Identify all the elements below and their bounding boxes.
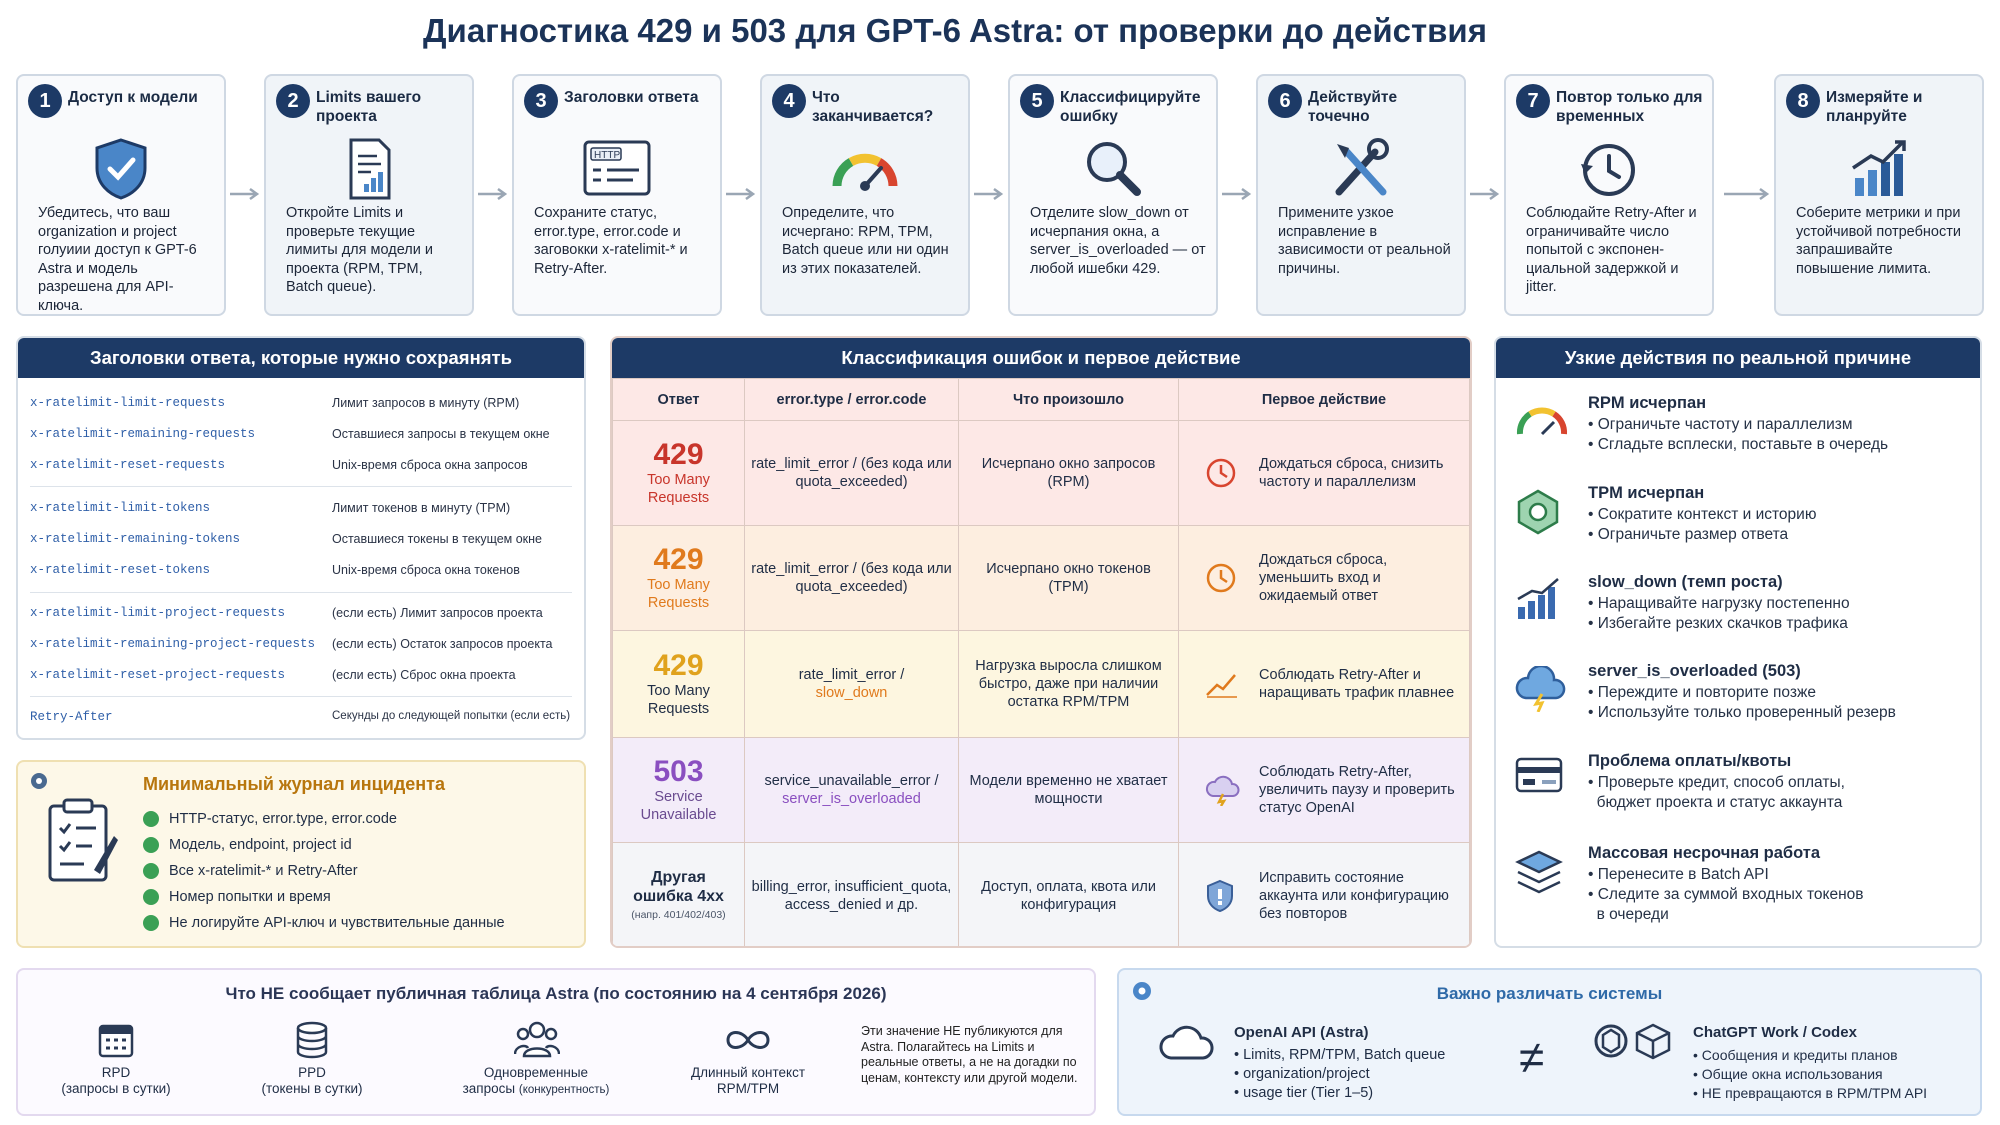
narrow-item-title: server_is_overloaded (503)	[1588, 662, 1801, 680]
classification-title: Классификация ошибок и первое действие	[612, 338, 1470, 378]
database-icon	[292, 1020, 332, 1060]
step-title: Действуйте точечно	[1308, 89, 1398, 125]
arrow-right-icon	[1222, 187, 1252, 201]
not-published-title: Что НЕ сообщает публичная таблица Astra (по состоянию на 4 сентября 2026)	[225, 984, 887, 1003]
check-icon	[143, 837, 159, 853]
step-text: Убедитесь, что ваш organization и project голуиии доступ к GPT-6 Astra и модель разрешена для API-ключа.	[38, 205, 197, 314]
arrow-right-icon	[726, 187, 756, 201]
not-published-item: RPD (запросы в сутки)	[26, 1020, 206, 1096]
gauge-icon	[827, 134, 903, 204]
arrow-right-icon	[974, 187, 1004, 201]
step-title: Что заканчивается?	[812, 89, 934, 125]
not-published-item: PPD (токены в сутки)	[222, 1020, 402, 1096]
growth-chart-icon	[1841, 134, 1917, 204]
credit-card-icon	[1514, 756, 1564, 794]
shield-check-icon	[83, 134, 159, 204]
what-cell: Исчерпано окно запросов (RPM)	[959, 421, 1179, 526]
step-title: Доступ к модели	[68, 89, 198, 106]
response-cell: Другая ошибка 4xx (напр. 401/402/403)	[613, 843, 745, 949]
headers-panel	[16, 336, 586, 740]
step-7	[1504, 74, 1714, 316]
narrow-item-title: slow_down (темп роста)	[1588, 573, 1783, 591]
header-key: x-ratelimit-remaining-project-requests	[30, 637, 316, 651]
token-badge-icon	[1514, 488, 1562, 536]
step-text: Сохраните статус, error.type, error.code и заговокки x-ratelimit-* и Retry-After.	[534, 205, 688, 277]
check-icon	[143, 811, 159, 827]
divider	[30, 486, 572, 487]
pin-icon	[30, 772, 48, 790]
header-key: x-ratelimit-remaining-tokens	[30, 532, 241, 546]
step-8	[1774, 74, 1984, 316]
chatgpt-system-list: • Сообщения и кредиты планов • Общие окна использования • НЕ превращаются в RPM/TPM API	[1693, 1047, 1928, 1101]
clock-retry-icon	[1571, 134, 1647, 204]
check-icon	[143, 915, 159, 931]
header-desc: Лимит запросов в минуту (RPM)	[332, 396, 520, 410]
infinity-icon	[724, 1026, 772, 1054]
tools-icon	[1323, 134, 1399, 204]
error-type-cell: rate_limit_error / (без кода или quota_exceeded)	[745, 421, 959, 526]
narrow-item: RPM исчерпан • Ограничьте частоту и параллелизм • Сгладьте всплески, поставьте в очередь	[1514, 394, 1970, 474]
narrow-item: Массовая несрочная работа • Перенесите в Batch API • Следите за суммой входных токенов в очереди	[1514, 844, 1970, 944]
column-header: Первое действие	[1179, 379, 1470, 421]
step-title: Классифицируйте ошибку	[1060, 89, 1201, 125]
what-cell: Модели временно не хватает мощности	[959, 738, 1179, 843]
error-type-cell: billing_error, insufficient_quota, access_denied и др.	[745, 843, 959, 949]
divider	[30, 696, 572, 697]
table-row	[613, 421, 1470, 526]
step-text: Соблюдайте Retry-After и ограничивайте число попытой с экспонен-циальной задержкой и jitter.	[1526, 205, 1697, 295]
step-number: 6	[1268, 84, 1302, 118]
step-text: Соберите метрики и при устойчивой потребности запрашивайте повышение лимита.	[1796, 205, 1961, 277]
storm-cloud-icon	[1514, 666, 1568, 712]
chatgpt-logo-icon	[1591, 1020, 1675, 1062]
what-cell: Доступ, оплата, квота или конфигурация	[959, 843, 1179, 949]
gauge-icon	[1514, 398, 1570, 438]
header-key: x-ratelimit-limit-tokens	[30, 501, 211, 515]
step-number: 7	[1516, 84, 1550, 118]
step-text: Определите, что исчергано: RPM, TPM, Batch queue или ни один из этих показателей.	[782, 205, 949, 277]
error-type-cell: service_unavailable_error / server_is_overloaded	[745, 738, 959, 843]
header-desc: (если есть) Сброс окна проекта	[332, 668, 516, 682]
clipboard-icon	[44, 796, 120, 886]
step-text: Примените узкое исправление в зависимости от реальной причины.	[1278, 205, 1451, 277]
column-header: Что произошло	[959, 379, 1179, 421]
header-key: x-ratelimit-reset-requests	[30, 458, 226, 472]
header-key: x-ratelimit-remaining-requests	[30, 427, 256, 441]
systems-panel	[1117, 968, 1982, 1116]
check-icon	[143, 863, 159, 879]
narrow-item-title: Проблема оплаты/квоты	[1588, 752, 1792, 770]
step-number: 8	[1786, 84, 1820, 118]
action-cell: Соблюдать Retry-After, увеличить паузу и проверить статус OpenAI	[1179, 738, 1470, 843]
step-number: 2	[276, 84, 310, 118]
step-title: Limits вашего проекта	[316, 89, 422, 125]
not-published-item: Одновременные запросы (конкурентность)	[436, 1020, 636, 1096]
incident-log-panel: Минимальный журнал инцидента HTTP-статус, error.type, error.code Модель, endpoint, project id Все x-ratelimit-* и Retry-After Номер попытки и время Не логируйте API-ключ и чувствительные данные	[16, 760, 586, 948]
header-key: x-ratelimit-limit-project-requests	[30, 606, 286, 620]
http-label: HTTP	[594, 150, 621, 161]
divider	[30, 592, 572, 593]
action-cell: Дождаться сброса, снизить частоту и параллелизм	[1179, 421, 1470, 526]
chatgpt-system-title: ChatGPT Work / Codex	[1693, 1024, 1857, 1041]
magnifier-icon	[1075, 134, 1151, 204]
narrow-item: Проблема оплаты/квоты • Проверьте кредит, способ оплаты, бюджет проекта и статус аккаунта	[1514, 752, 1970, 832]
header-key: x-ratelimit-reset-project-requests	[30, 668, 286, 682]
cloud-icon	[1157, 1020, 1217, 1064]
response-cell: 429 Too Many Requests	[613, 631, 745, 738]
step-title: Измеряйте и планруйте	[1826, 89, 1923, 125]
storm-cloud-icon	[1205, 774, 1241, 806]
api-system-title: OpenAI API (Astra)	[1234, 1024, 1369, 1041]
narrow-item: TPM исчерпан • Сократите контекст и историю • Ограничьте размер ответа	[1514, 484, 1970, 564]
step-1	[16, 74, 226, 316]
check-icon	[143, 889, 159, 905]
action-cell: Соблюдать Retry-After и наращивать трафик плавнее	[1179, 631, 1470, 738]
action-cell: Исправить состояние аккаунта или конфигурацию без повторов	[1179, 843, 1470, 949]
http-window-icon	[579, 134, 655, 204]
header-desc: Секунды до следующей попытки (если есть)	[332, 710, 571, 722]
shield-icon	[1205, 879, 1235, 913]
header-desc: Оставшиеся запросы в текущем окне	[332, 427, 550, 441]
step-4	[760, 74, 970, 316]
header-desc: Unix-время сброса окна токенов	[332, 563, 520, 577]
step-5	[1008, 74, 1218, 316]
narrow-actions-panel	[1494, 336, 1982, 948]
steps-flow	[16, 74, 1984, 316]
error-type-cell: rate_limit_error / (без кода или quota_exceeded)	[745, 526, 959, 631]
what-cell: Нагрузка выросла слишком быстро, даже при наличии остатка RPM/TPM	[959, 631, 1179, 738]
not-published-panel	[16, 968, 1096, 1116]
page-title: Диагностика 429 и 503 для GPT-6 Astra: от проверки до действия	[423, 12, 1487, 49]
header-key: Retry-After	[30, 710, 113, 724]
clock-icon	[1205, 562, 1237, 594]
arrow-right-icon	[1470, 187, 1500, 201]
header-desc: Оставшиеся токены в текущем окне	[332, 532, 543, 546]
step-number: 3	[524, 84, 558, 118]
step-number: 5	[1020, 84, 1054, 118]
incident-log-title: Минимальный журнал инцидента	[143, 774, 445, 794]
narrow-item-title: TPM исчерпан	[1588, 484, 1705, 502]
classification-panel	[610, 336, 1472, 948]
users-icon	[514, 1020, 560, 1060]
layers-icon	[1514, 848, 1564, 898]
column-header: Ответ	[613, 379, 745, 421]
response-cell: 429 Too Many Requests	[613, 421, 745, 526]
step-3	[512, 74, 722, 316]
step-text: Откройте Limits и проверьте текущие лимиты для модели и проекта (RPM, TPM, Batch queue).	[286, 205, 433, 295]
step-title: Повтор только для временных	[1556, 89, 1703, 125]
narrow-item-title: RPM исчерпан	[1588, 394, 1707, 412]
column-header: error.type / error.code	[745, 379, 959, 421]
narrow-item: server_is_overloaded (503) • Переждите и повторите позже • Используйте только проверенный резерв	[1514, 662, 1970, 742]
trend-up-icon	[1205, 669, 1239, 699]
error-type-cell: rate_limit_error / slow_down	[745, 631, 959, 738]
systems-title: Важно различать системы	[1436, 984, 1663, 1003]
response-cell: 429 Too Many Requests	[613, 526, 745, 631]
step-title: Заголовки ответа	[564, 89, 699, 106]
arrow-right-icon	[1724, 187, 1770, 201]
header-desc: (если есть) Лимит запросов проекта	[332, 606, 543, 620]
table-row	[613, 843, 1470, 949]
narrow-item-title: Массовая несрочная работа	[1588, 844, 1821, 862]
narrow-item: slow_down (темп роста) • Наращивайте нагрузку постепенно • Избегайте резких скачков трафика	[1514, 573, 1970, 653]
header-desc: Лимит токенов в минуту (TPM)	[332, 501, 511, 515]
header-key: x-ratelimit-reset-tokens	[30, 563, 211, 577]
narrow-actions-title: Узкие действия по реальной причине	[1496, 338, 1980, 378]
what-cell: Исчерпано окно токенов (TPM)	[959, 526, 1179, 631]
action-cell: Дождаться сброса, уменьшить вход и ожидаемый ответ	[1179, 526, 1470, 631]
table-row	[613, 526, 1470, 631]
header-desc: Unix-время сброса окна запросов	[332, 458, 528, 472]
document-chart-icon	[331, 134, 407, 204]
clock-icon	[1205, 457, 1237, 489]
calendar-icon	[96, 1020, 136, 1060]
response-cell: 503 Service Unavailable	[613, 738, 745, 843]
table-row	[613, 738, 1470, 843]
not-published-item: Длинный контекст RPM/TPM	[658, 1020, 838, 1096]
api-system-list: • Limits, RPM/TPM, Batch queue • organization/project • usage tier (Tier 1–5)	[1234, 1047, 1446, 1101]
arrow-right-icon	[478, 187, 508, 201]
headers-panel-title: Заголовки ответа, которые нужно сохраянять	[18, 338, 584, 378]
step-6	[1256, 74, 1466, 316]
header-key: x-ratelimit-limit-requests	[30, 396, 226, 410]
classification-table	[612, 378, 1470, 948]
step-2	[264, 74, 474, 316]
not-equal-icon: ≠	[1519, 1031, 1545, 1083]
table-row	[613, 631, 1470, 738]
not-published-note: Эти значение НЕ публикуются для Astra. Полагайтесь на Limits и реальные ответы, а не на догадки по ценам, контексту или другой модели.	[861, 1024, 1078, 1085]
step-text: Отделите slow_down от исчерпания окна, а server_is_overloaded — от любой ишебки 429.	[1030, 205, 1206, 277]
header-desc: (если есть) Остаток запросов проекта	[332, 637, 553, 651]
step-number: 4	[772, 84, 806, 118]
step-number: 1	[28, 84, 62, 118]
arrow-right-icon	[230, 187, 260, 201]
bar-growth-icon	[1514, 577, 1564, 621]
